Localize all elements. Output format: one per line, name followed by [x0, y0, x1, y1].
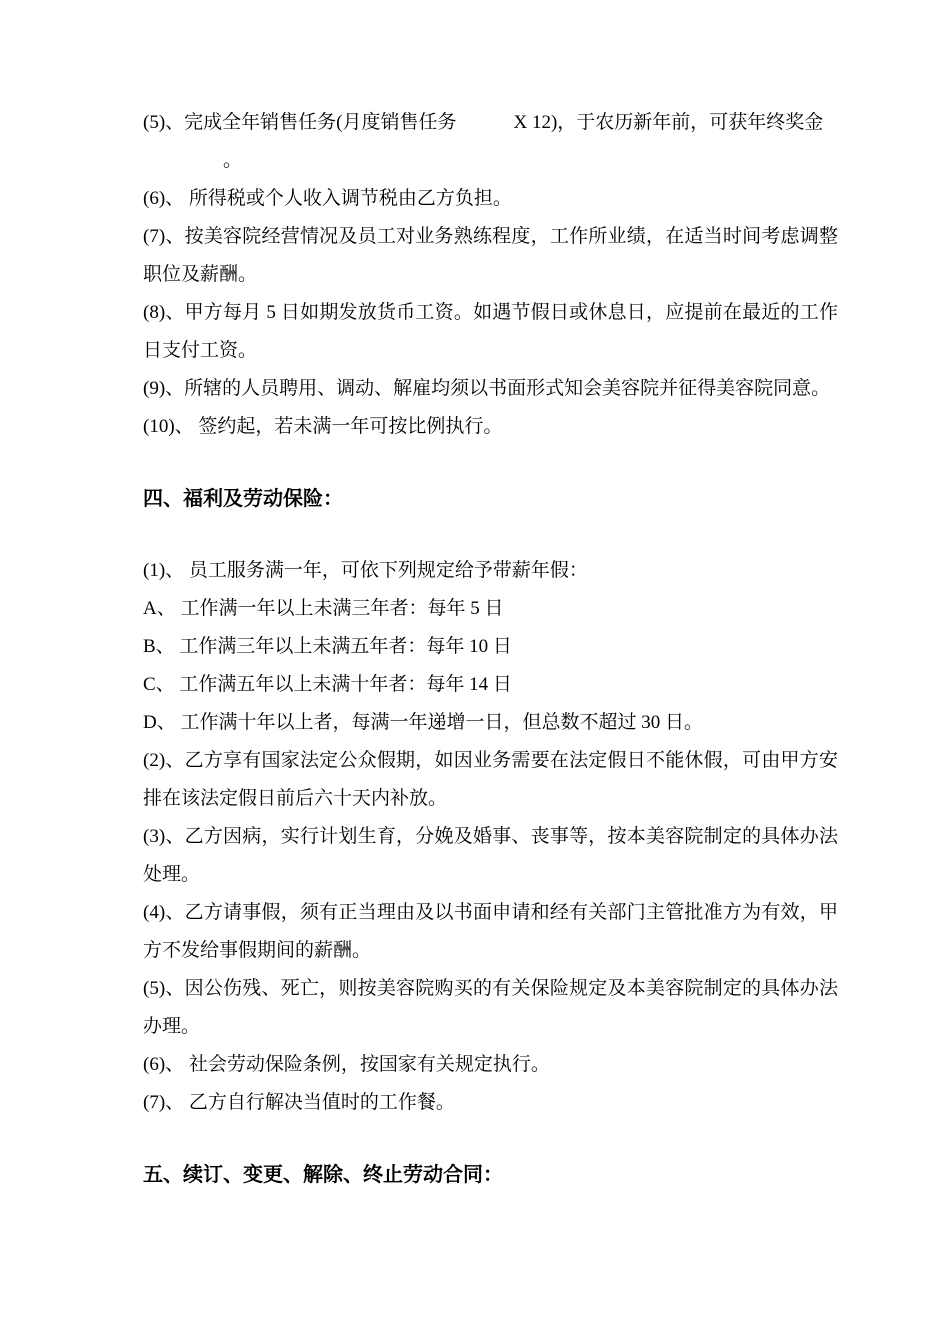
contract-clause-welfare-5: (5)、因公伤残、死亡，则按美容院购买的有关保险规定及本美容院制定的具体办法办理。: [143, 978, 838, 1037]
contract-clause-pay-6: (6)、 所得税或个人收入调节税由乙方负担。: [143, 188, 512, 209]
contract-clause-pay-7: (7)、按美容院经营情况及员工对业务熟练程度，工作所业绩，在适当时间考虑调整职位及薪酬。: [143, 226, 838, 285]
contract-clause-welfare-1b: B、 工作满三年以上未满五年者：每年 10 日: [143, 636, 512, 657]
contract-clause-pay-8: (8)、甲方每月 5 日如期发放货币工资。如遇节假日或休息日，应提前在最近的工作日支付工资。: [143, 302, 838, 361]
contract-clause-welfare-6: (6)、 社会劳动保险条例，按国家有关规定执行。: [143, 1054, 550, 1075]
contract-clause-pay-5: (5)、完成全年销售任务(月度销售任务 X 12)，于农历新年前，可获年终奖金: [143, 112, 824, 133]
contract-clause-welfare-2: (2)、乙方享有国家法定公众假期，如因业务需要在法定假日不能休假，可由甲方安排在该法定假日前后六十天内补放。: [143, 750, 838, 809]
section-heading-renewal: 五、续订、变更、解除、终止劳动合同：: [143, 1164, 503, 1186]
contract-clause-pay-9: (9)、所辖的人员聘用、调动、解雇均须以书面形式知会美容院并征得美容院同意。: [143, 378, 831, 399]
contract-clause-welfare-1: (1)、 员工服务满一年，可依下列规定给予带薪年假：: [143, 560, 588, 581]
contract-clause-pay-5-continuation: 。: [223, 150, 243, 171]
section-heading-welfare: 四、福利及劳动保险：: [143, 488, 343, 510]
contract-clause-pay-10: (10)、 签约起，若未满一年可按比例执行。: [143, 416, 503, 437]
contract-clause-welfare-1c: C、 工作满五年以上未满十年者：每年 14 日: [143, 674, 512, 695]
contract-clause-welfare-7: (7)、 乙方自行解决当值时的工作餐。: [143, 1092, 455, 1113]
contract-clause-welfare-1a: A、 工作满一年以上未满三年者：每年 5 日: [143, 598, 504, 619]
contract-clause-welfare-3: (3)、乙方因病，实行计划生育，分娩及婚事、丧事等，按本美容院制定的具体办法处理。: [143, 826, 838, 885]
contract-clause-welfare-4: (4)、乙方请事假，须有正当理由及以书面申请和经有关部门主管批准方为有效，甲方不发给事假期间的薪酬。: [143, 902, 838, 961]
contract-clause-welfare-1d: D、 工作满十年以上者，每满一年递增一日，但总数不超过 30 日。: [143, 712, 703, 733]
